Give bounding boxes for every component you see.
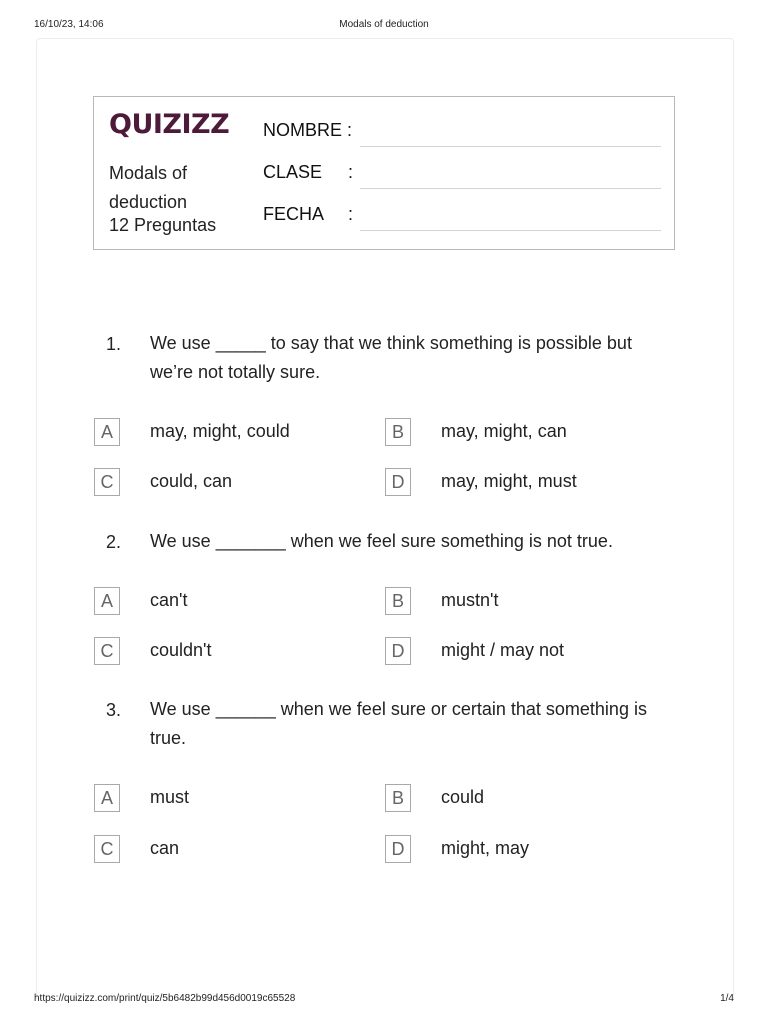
option-text-c: couldn't	[150, 640, 212, 660]
quiz-title: Modals of deduction	[109, 163, 188, 212]
field-colon-clase: :	[348, 162, 354, 182]
option-letter-b: B	[385, 587, 411, 615]
print-datetime: 16/10/23, 14:06	[34, 19, 104, 30]
question-number: 1.	[106, 334, 122, 354]
field-line-fecha	[360, 230, 661, 231]
option-text-b: could	[441, 787, 485, 807]
option-text-a: must	[150, 787, 190, 807]
option-letter-b: B	[385, 784, 411, 812]
option-letter-b: B	[385, 418, 411, 446]
option-text-d: might / may not	[441, 640, 565, 660]
print-url: https://quizizz.com/print/quiz/5b6482b99d456d0019c65528	[34, 993, 296, 1004]
option-letter-d: D	[385, 637, 411, 665]
option-text-d: might, may	[441, 838, 530, 858]
option-letter-a: A	[94, 418, 120, 446]
option-letter-a: A	[94, 784, 120, 812]
print-page-number: 1/4	[720, 993, 734, 1004]
option-letter-c: C	[94, 835, 120, 863]
field-label-nombre: NOMBRE :	[263, 120, 353, 140]
option-letter-d: D	[385, 835, 411, 863]
field-line-nombre	[360, 146, 661, 147]
option-text-b: mustn't	[441, 590, 499, 610]
question-count: 12 Preguntas	[109, 215, 217, 235]
option-text-a: may, might, could	[150, 421, 290, 441]
worksheet-header	[93, 96, 675, 250]
question-text: We use _______ when we feel sure something is not true.	[150, 531, 613, 551]
option-text-a: can't	[150, 590, 188, 610]
question-number: 3.	[106, 700, 122, 720]
option-text-c: could, can	[150, 471, 233, 491]
field-label-clase: CLASE	[263, 162, 323, 182]
quizizz-logo: QUIZIZZ	[109, 109, 230, 140]
option-letter-a: A	[94, 587, 120, 615]
option-letter-d: D	[385, 468, 411, 496]
field-label-fecha: FECHA	[263, 204, 325, 224]
option-letter-c: C	[94, 468, 120, 496]
option-text-d: may, might, must	[441, 471, 577, 491]
field-line-clase	[360, 188, 661, 189]
question-text: We use ______ when we feel sure or certain that something is true.	[150, 699, 647, 748]
field-colon-fecha: :	[348, 204, 354, 224]
question-number: 2.	[106, 532, 122, 552]
print-title: Modals of deduction	[339, 19, 429, 30]
option-text-c: can	[150, 838, 180, 858]
option-text-b: may, might, can	[441, 421, 567, 441]
option-letter-c: C	[94, 637, 120, 665]
question-text: We use _____ to say that we think something is possible but we’re not totally sure.	[150, 333, 632, 382]
